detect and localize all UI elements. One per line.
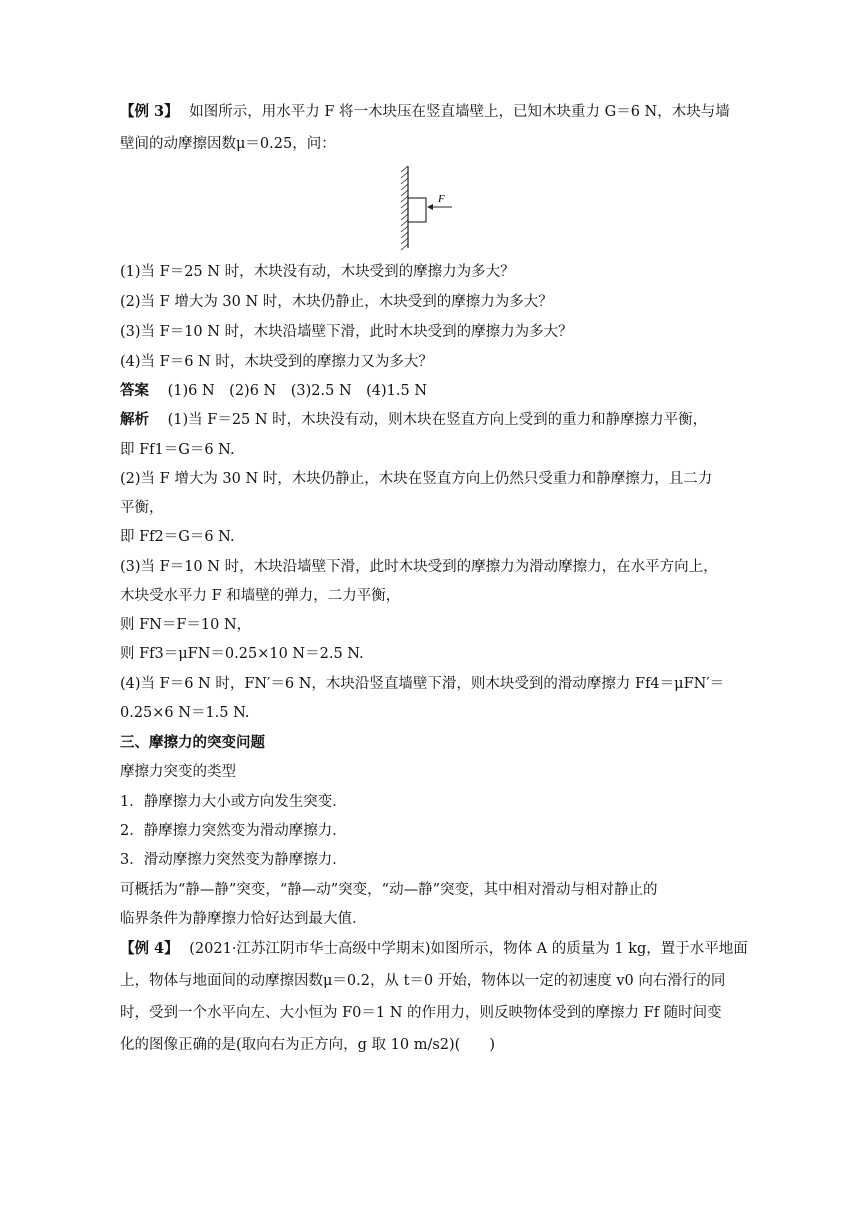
force-label: F	[438, 193, 445, 205]
question-1: (1)当 F＝25 N 时，木块没有动，木块受到的摩擦力为多大？	[120, 264, 515, 280]
answer-text: (1)6 N (2)6 N (3)2.5 N (4)1.5 N	[167, 383, 428, 399]
example4-line-2: 上，物体与地面间的动摩擦因数μ＝0.2，从 t＝0 开始，物体以一定的初速度 v0 向右滑行的同	[120, 973, 726, 989]
question-4: (4)当 F＝6 N 时，木块受到的摩擦力又为多大？	[120, 354, 433, 370]
analysis-line-2: 即 Ff1＝G＝6 N.	[120, 442, 235, 458]
arrow-icon	[427, 204, 433, 210]
section-item-1: 1．静摩擦力大小或方向发生突变．	[120, 794, 347, 810]
block-shape	[408, 198, 426, 222]
example3-label: 【例 3】	[120, 103, 179, 120]
question-2: (2)当 F 增大为 30 N 时，木块仍静止，木块受到的摩擦力为多大？	[120, 294, 553, 310]
question-3: (3)当 F＝10 N 时，木块沿墙壁下滑，此时木块受到的摩擦力为多大？	[120, 324, 573, 340]
analysis-label: 解析	[120, 411, 149, 428]
analysis-line-3: (2)当 F 增大为 30 N 时，木块仍静止，木块在竖直方向上仍然只受重力和静摩擦力，且二力	[120, 471, 713, 487]
section-summary-2: 临界条件为静摩擦力恰好达到最大值．	[120, 911, 367, 927]
section-item-2: 2．静摩擦力突然变为滑动摩擦力．	[120, 823, 347, 839]
section-heading: 三、摩擦力的突变问题	[120, 734, 265, 751]
answer-label: 答案	[120, 382, 149, 399]
section-item-3: 3．滑动摩擦力突然变为静摩擦力．	[120, 852, 347, 868]
example3-stem-line2: 壁间的动摩擦因数μ＝0.25，问：	[120, 136, 336, 152]
answer-line	[120, 381, 427, 401]
analysis-line-6: (3)当 F＝10 N 时，木块沿墙壁下滑，此时木块受到的摩擦力为滑动摩擦力，在水平方向上，	[120, 559, 718, 575]
example3-stem-line1: 【例 3】 如图所示，用水平力 F 将一木块压在竖直墙壁上，已知木块重力 G＝6 N，木块与墙	[120, 103, 730, 120]
analysis-line-7: 木块受水平力 F 和墙壁的弹力，二力平衡，	[120, 588, 401, 604]
example4-label: 【例 4】	[120, 940, 179, 957]
example4-line-3: 时，受到一个水平向左、大小恒为 F0＝1 N 的作用力，则反映物体受到的摩擦力 Ff 随时间变	[120, 1005, 722, 1021]
example4-line-4: 化的图像正确的是(取向右为正方向，g 取 10 m/s2)( )	[120, 1037, 495, 1053]
analysis-line-8: 则 FN＝F＝10 N，	[120, 617, 252, 633]
analysis-line-11: 0.25×6 N＝1.5 N.	[120, 705, 250, 721]
analysis-line-10: (4)当 F＝6 N 时，FN′＝6 N，木块沿竖直墙壁下滑，则木块受到的滑动摩擦力 Ff4＝μFN′＝	[120, 676, 725, 692]
section-subheading: 摩擦力突变的类型	[120, 764, 236, 780]
wall-block-figure	[398, 164, 460, 250]
analysis-line-1: 解析 (1)当 F＝25 N 时，木块没有动，则木块在竖直方向上受到的重力和静摩擦力平衡，	[120, 411, 708, 428]
example4-line-1: 【例 4】 (2021·江苏江阴市华士高级中学期末)如图所示，物体 A 的质量为 1 kg，置于水平地面	[120, 940, 748, 957]
analysis-line-4: 平衡，	[120, 500, 164, 516]
analysis-line-5: 即 Ff2＝G＝6 N.	[120, 529, 235, 545]
section-summary-1: 可概括为“静—静”突变，“静—动”突变，“动—静”突变，其中相对滑动与相对静止的	[120, 882, 658, 898]
analysis-line-9: 则 Ff3＝μFN＝0.25×10 N＝2.5 N.	[120, 646, 364, 662]
